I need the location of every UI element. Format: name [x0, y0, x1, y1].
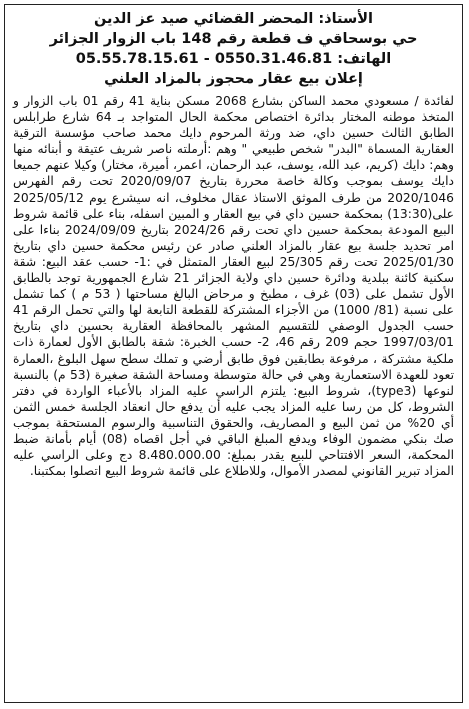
notice-header	[13, 9, 454, 89]
bailiff-phone: الهاتف: 0550.31.46.81 - 05.55.78.15.61	[75, 51, 392, 67]
legal-notice	[4, 4, 463, 703]
notice-title: إعلان بيع عقار محجوز بالمزاد العلني	[104, 71, 363, 87]
bailiff-address: حي بوسحاقي ف قطعة رقم 148 باب الزوار الجزائر	[49, 31, 418, 47]
notice-body	[13, 93, 454, 479]
bailiff-name: الأستاذ: المحضر القضائي صيد عز الدين	[94, 11, 373, 27]
notice-paragraph: لفائدة / مسعودي محمد الساكن بشارع 2068 مسكن بناية 41 رقم 01 باب الزوار و المتخذ موطنه المختار بدائرة اختصاص محكمة الحال المتواجد بـ 64 شارع طرابلس الطابق الثالث حسين داي، ضد ورثة المرحوم دايك محمد صاحب مؤسسة الترقية العقارية المسماة "البدر" شخص طبيعي " وهم :أرملته ناصر شريف عتيقة و أبنائه منها وهم: دايك (كريم، عبد الله، يوسف، عبد الرحمان، اعمر، أميرة، مختار) وكيلا عنهم جميعا دايك يوسف بموجب وكالة خاصة محررة بتاريخ 2020/09/07 تحت رقم الفهرس 2020/1046 من طرف الموثق الاستاذ عقال مخلوف، انه سيشرع يوم 2025/05/12 على(13:30) بمحكمة حسين داي في بيع العقار و المبين اسفله، بناء على قائمة شروط البيع المودعة بمحكمة حسين داي تحت رقم 2024/26 بتاريخ 2024/09/09 بناءا على امر تحديد جلسة بيع عقار بالمزاد العلني صادر عن رئيس محكمة حسين داي بتاريخ 2025/01/30 تحت رقم 25/305 لبيع العقار المتمثل في :1- حسب عقد البيع: شقة سكنية كائنة ببلدية ودائرة حسين داي ولاية الجزائر 21 شارع الجمهورية توجد بالطابق الأول تشمل على (03) غرف ، مطبخ و مرحاض البالغ مساحتها ( 53 م ) كما تشمل على نسبة (81/ 1000) من الأجزاء المشتركة للقطعة التابعة لها والتي تحمل الرقم 41 حسب الجدول الوصفي للتقسيم المشهر بالمحافظة العقارية بحسين داي بتاريخ 1997/03/01 حجم 209 رقم 46، 2- حسب الخبرة: شقة بالطابق الأول لعمارة ذات ملكية مشتركة ، مرفوعة بطابقين فوق طابق أرضي و تملك سطح سهل البلوغ ،العمارة تعود للعهدة الاستعمارية وهي في حالة متوسطة ومساحة الشقة صغيرة (53 م) بالنسبة لنوعها (type3)، شروط البيع: يلتزم الراسي عليه المزاد بالأعباء الواردة في دفتر الشروط، كل من رسا عليه المزاد يجب عليه أن يدفع حال انعقاد الجلسة خمس الثمن أي 20% من ثمن البيع و المصاريف، والحقوق التناسبية والرسوم المستحقة بموجب صك بنكي مضمون الوفاء ويدفع المبلغ الباقي في أجل اقصاه (08) أيام بأمانة ضبط المحكمة، السعر الافتتاحي للبيع يقدر بمبلغ: 8.480.000.00 دج وعلى الراسي عليه المزاد تبرير القانوني لمصدر الأموال، وللاطلاع على قائمة شروط البيع اتصلوا بمكتبنا.	[13, 94, 455, 479]
